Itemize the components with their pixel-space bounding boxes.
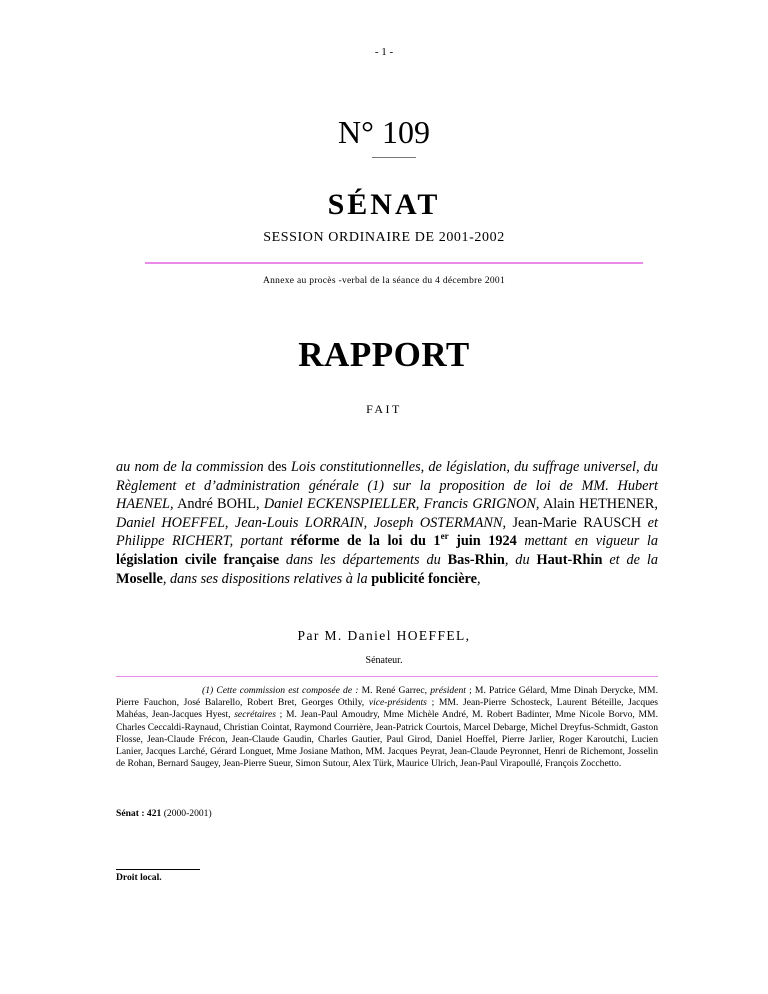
composition-text: ; M. Jean-Paul Amoudry, Mme Michèle André, M. Robert Badinter, Mme Nicole Borvo, MM. Charles Ceccaldi-Raynaud, Christian Cointat, Raymond Courrière, Jean-Patrick Courtois, Marcel Debarge, Michel Dreyfus-Schmidt, Gaston Flosse, Jean-Claude Frécon, Jean-Claude Gaudin, Charles Gautier, Paul Girod, Daniel Hoeffel, Pierre Jarlier, Roger Karoutchi, Lucien Lanier, Jacques Larché, Gérard Longuet, Mme Josiane Mathon, MM. Jacques Peyrat, Jean-Claude Peyronnet, Henri de Richemont, Josselin de Rohan, Bernard Saugey, Jean-Pierre Sueur, Simon Sutour, Alex Türk, Maurice Ulrich, Jean-Paul Virapoullé, François Zocchetto. (116, 709, 658, 770)
footer-note: Droit local. (116, 872, 162, 883)
document-number: N° 109 (338, 114, 430, 150)
number-underline (372, 157, 416, 158)
reference-label: Sénat : 421 (116, 808, 162, 819)
desc-text: mettant en vigueur la (524, 533, 658, 550)
desc-text: réforme de la loi du 1 (282, 533, 441, 550)
rapporteur-line: Par M. Daniel HOEFFEL, (297, 628, 471, 643)
desc-text: dans les départements du (285, 551, 441, 568)
chamber-title: SÉNAT (327, 188, 441, 221)
senate-reference (116, 808, 212, 819)
composition-divider (116, 676, 658, 677)
composition-text: M. René Garrec, (358, 685, 431, 696)
footer-rule (116, 869, 200, 870)
desc-text: Lois constitutionnelles, de législation, du suffrage universel, du Règlement et d’administration générale (1) sur la proposition de loi de MM. Hubert HAENEL, (116, 459, 658, 513)
desc-text: des (263, 459, 291, 475)
desc-text: et de la (609, 551, 658, 568)
desc-text: Haut-Rhin (529, 551, 610, 568)
desc-text: , dans ses dispositions relatives à la (162, 570, 368, 587)
desc-text: publicité foncière (367, 570, 477, 587)
fait-label: FAIT (366, 402, 402, 416)
composition-text: ; MM. Jean-Pierre Schosteck, Laurent Béteille, Jacques Mahéas, Jean-Jacques Hyest, (116, 697, 658, 721)
desc-text: , du (504, 551, 530, 568)
desc-text: , (476, 570, 481, 587)
annexe-line: Annexe au procès -verbal de la séance du 4 décembre 2001 (262, 276, 506, 286)
report-description (116, 458, 658, 588)
desc-text: Daniel ECKENSPIELLER, Francis GRIGNON, (263, 496, 540, 513)
composition-text: (1) Cette commission est composée de : (202, 685, 359, 696)
composition-text: président (430, 685, 466, 696)
document-type-title: RAPPORT (298, 335, 470, 374)
desc-text: au nom de la commission (116, 459, 264, 475)
desc-text: Daniel HOEFFEL, Jean-Louis LORRAIN, Joseph OSTERMANN, (116, 514, 507, 531)
desc-text: juin 1924 (448, 533, 525, 550)
rapporteur-title: Sénateur. (365, 655, 403, 666)
desc-text: et Philippe RICHERT, portant (116, 514, 658, 550)
commission-composition (116, 685, 658, 770)
header-divider (145, 262, 643, 264)
composition-text: ; M. Patrice Gélard, Mme Dinah Derycke, MM. Pierre Fauchon, José Balarello, Robert Bret, Georges Othily, (116, 685, 658, 709)
page-number: - 1 - (374, 46, 394, 58)
desc-superscript: er (440, 531, 449, 542)
desc-text: Alain HETHENER, (539, 496, 659, 513)
desc-text: législation civile française (116, 551, 286, 568)
desc-text: Moselle (116, 570, 163, 587)
desc-text: André BOHL, (173, 496, 264, 513)
desc-text: Bas-Rhin (440, 551, 505, 568)
session-line: SESSION ORDINAIRE DE 2001-2002 (263, 230, 505, 245)
composition-text: vice-présidents (368, 697, 427, 709)
desc-text: Jean-Marie RAUSCH (506, 514, 648, 531)
reference-years: (2000-2001) (161, 808, 212, 819)
composition-text: secrétaires (234, 709, 276, 721)
